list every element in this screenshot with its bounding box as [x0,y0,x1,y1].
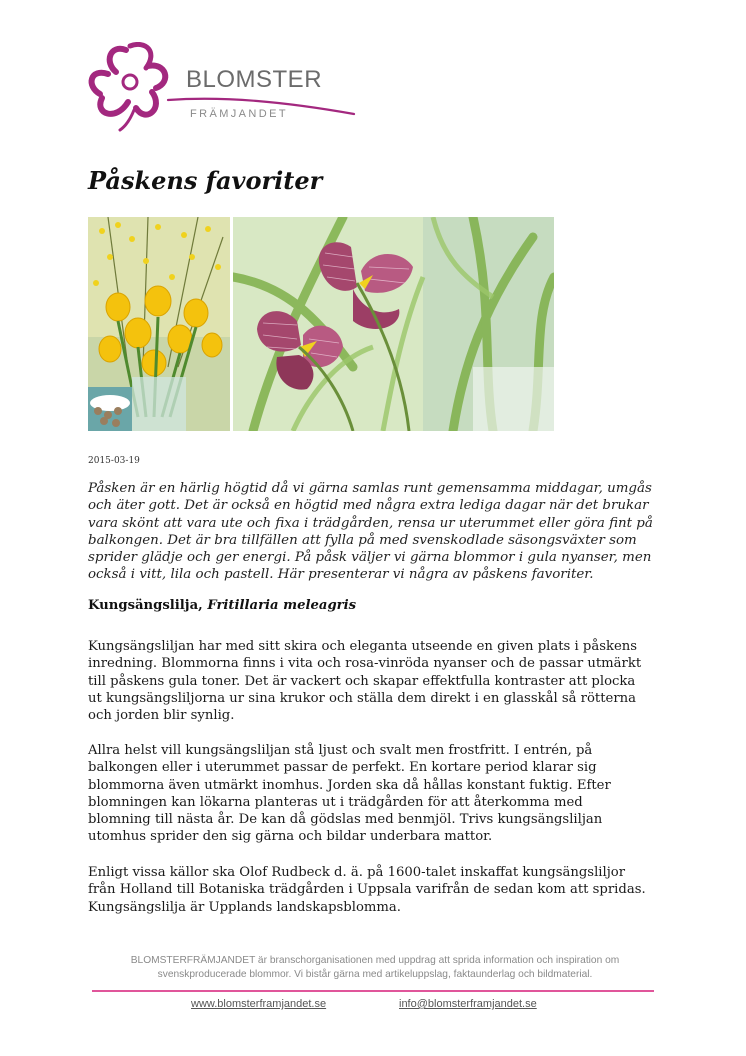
heading-flower-name: Kungsängslilja, [88,598,208,613]
footer-divider [92,990,654,992]
section-heading [88,598,356,613]
article-intro: Påsken är en härlig högtid då vi gärna samlas runt gemensamma middagar, umgås och äter gott. Det är också en högtid med några extra lediga dagar när det brukar vara skönt att vara ute och fixa i trädgården, rensa ur uterummet eller göra fint på balkongen. Det är bra tillfällen att fylla på med svenskodlade säsongsväxter som sprider glädje och ger energi. På påsk väljer vi gärna blommor i gula nyanser, men också i vitt, lila och pastell. Här presenterar vi några av påskens favoriter. [88,481,653,583]
photo-fritillaria [233,217,554,431]
website-link[interactable]: www.blomsterframjandet.se [191,998,327,1010]
publish-date: 2015-03-19 [88,456,140,466]
page-title: Påskens favoriter [88,166,323,195]
footer-description: BLOMSTERFRÄMJANDET är branschorganisationen med uppdrag att sprida information och inspiration om svenskproducerade blommor. Vi bistår gärna med artikeluppslag, faktaunderlag och bildmaterial. [130,955,620,980]
email-link[interactable]: info@blomsterframjandet.se [399,998,537,1010]
logo-brand-text: BLOMSTER [186,66,323,93]
body-paragraph: Allra helst vill kungsängsliljan stå ljust och svalt men frostfritt. I entrén, på balkongen eller i uterummet passar de perfekt. En kortare period klarar sig blommorna även utmärkt inomhus. Jorden ska då hållas konstant fuktig. Efter blomningen kan lökarna planteras ut i trädgården för att återkomma med blomning till nästa år. De kan då gödslas med benmjöl. Trivs kungsängsliljan utomhus sprider den sig gärna och bildar underbara mattor. [88,743,611,845]
heading-latin-name: Fritillaria meleagris [207,598,357,613]
body-paragraph: Enligt vissa källor ska Olof Rudbeck d. ä. på 1600-talet inskaffat kungsängsliljor från Holland till Botaniska trädgården i Uppsala varifrån de sedan kom att spridas. Kungsängslilja är Upplands landskapsblomma. [88,865,646,915]
photo-yellow-tulips [88,217,230,431]
blomsterframjandet-logo [86,42,366,134]
body-paragraph: Kungsängsliljan har med sitt skira och eleganta utseende en given plats i påskens inredning. Blommorna finns i vita och rosa-vinröda nyanser och de passar utmärkt till påskens gula toner. Det är vackert och skapar effektfulla kontraster att plocka ut kungsängsliljorna ur sina krukor och ställa dem direkt i en glasskål så rötterna och jorden blir synlig. [88,639,642,724]
logo-sub-text: FRÄMJANDET [190,108,288,120]
